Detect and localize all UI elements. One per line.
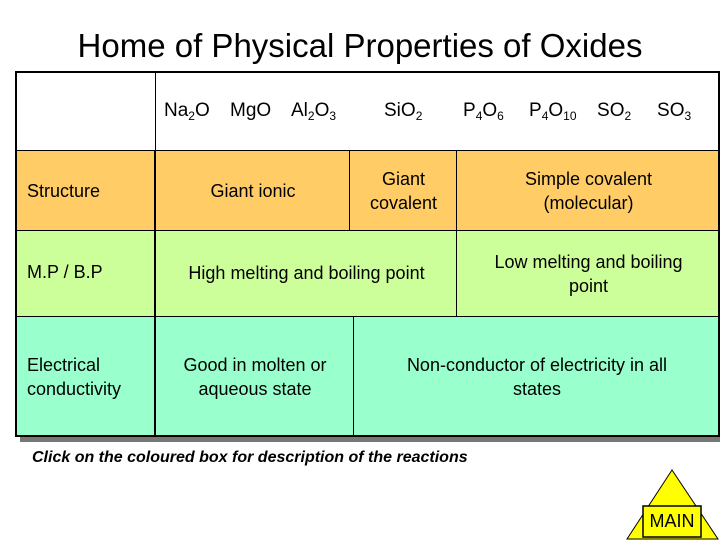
simple-covalent-line2: (molecular) xyxy=(543,193,634,213)
structure-label: Structure xyxy=(27,181,101,201)
oxide-subscript: 6 xyxy=(497,109,504,123)
main-button[interactable] xyxy=(625,468,720,540)
oxide-symbol: O xyxy=(256,100,272,121)
row-label-structure xyxy=(15,150,156,231)
oxide-symbol: Si xyxy=(384,100,401,121)
conductivity-label-line1: Electrical xyxy=(27,355,101,375)
row-label-mpbp xyxy=(15,231,156,317)
oxide-symbol: O xyxy=(482,100,498,121)
properties-table xyxy=(15,71,720,437)
non-conductor-box[interactable] xyxy=(354,317,720,437)
oxide-subscript: 2 xyxy=(188,109,195,123)
oxide-subscript: 4 xyxy=(541,109,549,123)
simple-covalent-box[interactable] xyxy=(457,150,720,231)
non-conductor-line2: states xyxy=(512,379,562,399)
giant-ionic-text: Giant ionic xyxy=(210,181,296,201)
header-row xyxy=(15,71,720,150)
low-mp-line1: Low melting and boiling xyxy=(494,252,683,272)
main-button-label: MAIN xyxy=(649,511,695,531)
non-conductor-line1: Non-conductor of electricity in all xyxy=(406,355,668,375)
simple-covalent-line1: Simple covalent xyxy=(524,169,653,189)
oxide-header xyxy=(164,100,210,122)
oxide-symbol: P xyxy=(529,100,542,121)
oxide-symbol: O xyxy=(400,100,416,121)
oxide-symbol: O xyxy=(548,100,564,121)
row-label-conductivity xyxy=(15,317,156,437)
oxide-symbol: O xyxy=(669,100,685,121)
conductivity-label-line2: conductivity xyxy=(27,379,122,399)
oxide-symbol: O xyxy=(314,100,330,121)
oxide-header xyxy=(384,100,422,122)
oxide-header xyxy=(463,100,504,122)
oxide-header xyxy=(529,100,577,122)
good-conductor-line2: aqueous state xyxy=(198,379,312,399)
giant-covalent-box[interactable] xyxy=(350,150,457,231)
low-mp-box[interactable] xyxy=(457,231,720,317)
giant-covalent-line1: Giant xyxy=(381,169,426,189)
oxide-symbol: O xyxy=(194,100,210,121)
oxide-subscript: 2 xyxy=(307,109,315,123)
oxide-symbol: P xyxy=(463,100,476,121)
oxide-subscript: 10 xyxy=(563,109,577,123)
oxide-header xyxy=(230,100,271,122)
oxide-header xyxy=(597,100,631,122)
oxide-symbol: S xyxy=(657,100,670,121)
oxide-subscript: 3 xyxy=(329,109,337,123)
oxide-subscript: 2 xyxy=(624,109,632,123)
oxide-header xyxy=(291,100,336,122)
oxide-subscript: 4 xyxy=(475,109,483,123)
good-conductor-box[interactable] xyxy=(156,317,354,437)
giant-covalent-line2: covalent xyxy=(369,193,438,213)
oxide-subscript: 2 xyxy=(415,109,423,123)
oxide-symbol: O xyxy=(609,100,625,121)
mpbp-label: M.P / B.P xyxy=(27,262,103,282)
low-mp-line2: point xyxy=(568,276,609,296)
oxide-symbol: Na xyxy=(164,100,189,121)
corner-cell xyxy=(17,73,156,150)
high-mp-box[interactable] xyxy=(156,231,457,317)
oxide-symbol: Mg xyxy=(230,100,257,121)
oxide-symbol: S xyxy=(597,100,610,121)
good-conductor-line1: Good in molten or xyxy=(183,355,327,375)
oxide-header xyxy=(657,100,691,122)
oxide-symbol: Al xyxy=(291,100,308,121)
oxide-subscript: 3 xyxy=(684,109,692,123)
giant-ionic-box[interactable] xyxy=(156,150,350,231)
high-mp-text: High melting and boiling point xyxy=(188,263,425,283)
instruction-note: Click on the coloured box for description of the reactions xyxy=(32,449,468,466)
page-title: Home of Physical Properties of Oxides xyxy=(77,27,643,64)
